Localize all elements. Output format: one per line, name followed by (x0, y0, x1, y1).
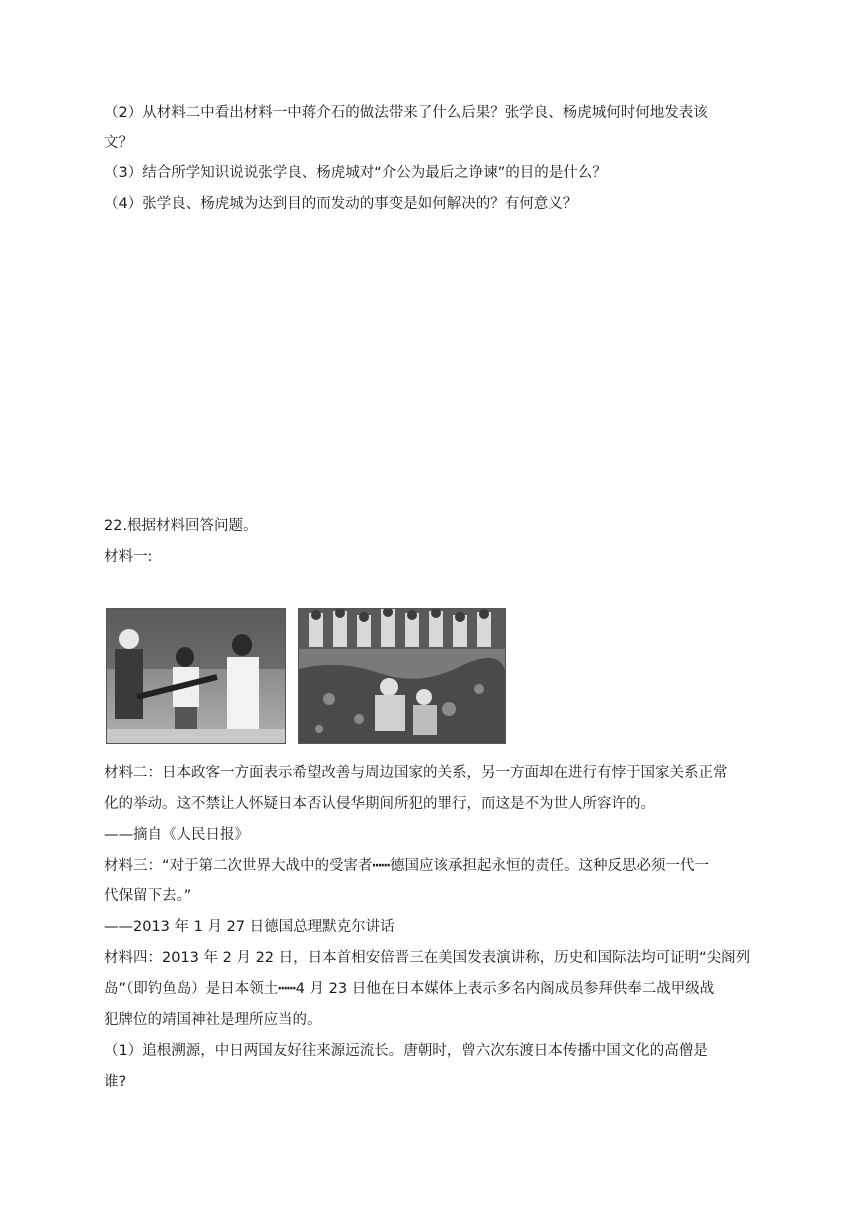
question-2-line-2: 文？ (104, 135, 133, 151)
material-4-line-3: 犯牌位的靖国神社是理所应当的。 (104, 1012, 322, 1028)
historical-photo-1-image (107, 609, 285, 743)
question-22-heading: 22.根据材料回答问题。 (104, 518, 258, 534)
question-22-1-line-1: （1）追根溯源，中日两国友好往来源远流长。唐朝时，曾六次东渡日本传播中国文化的高僧是 (104, 1043, 708, 1059)
material-3-line-2: 代保留下去。” (104, 888, 192, 904)
question-22-1-line-2: 谁? (104, 1074, 127, 1090)
material-4-line-1: 材料四：2013 年 2 月 22 日，日本首相安倍晋三在美国发表演讲称，历史和国际法均可证明“尖阁列 (104, 950, 751, 966)
material-2-source: ——摘自《人民日报》 (104, 827, 249, 843)
material-2-line-1: 材料二：日本政客一方面表示希望改善与周边国家的关系，另一方面却在进行有悖于国家关系正常 (104, 765, 728, 781)
question-3: （3）结合所学知识说说张学良、杨虎城对“介公为最后之诤谏”的目的是什么？ (104, 165, 607, 181)
question-2-line-1: （2）从材料二中看出材料一中蒋介石的做法带来了什么后果？张学良、杨虎城何时何地发表该 (104, 105, 708, 121)
historical-photo-2 (298, 608, 506, 744)
question-4: （4）张学良、杨虎城为达到目的而发动的事变是如何解决的？有何意义？ (104, 196, 578, 212)
historical-photo-2-image (299, 609, 505, 743)
historical-photo-1 (106, 608, 286, 744)
material-4-line-2: 岛”（即钓鱼岛）是日本领土┅┅4 月 23 日他在日本媒体上表示多名内阁成员参拜供奉二战甲级战 (104, 981, 715, 997)
material-2-line-2: 化的举动。这不禁让人怀疑日本否认侵华期间所犯的罪行，而这是不为世人所容许的。 (104, 796, 655, 812)
material-3-line-1: 材料三：“对于第二次世界大战中的受害者┅┅德国应该承担起永恒的责任。这种反思必须一代一 (104, 858, 709, 874)
material-1-label: 材料一: (104, 549, 153, 565)
material-3-source: ——2013 年 1 月 27 日德国总理默克尔讲话 (104, 919, 395, 935)
